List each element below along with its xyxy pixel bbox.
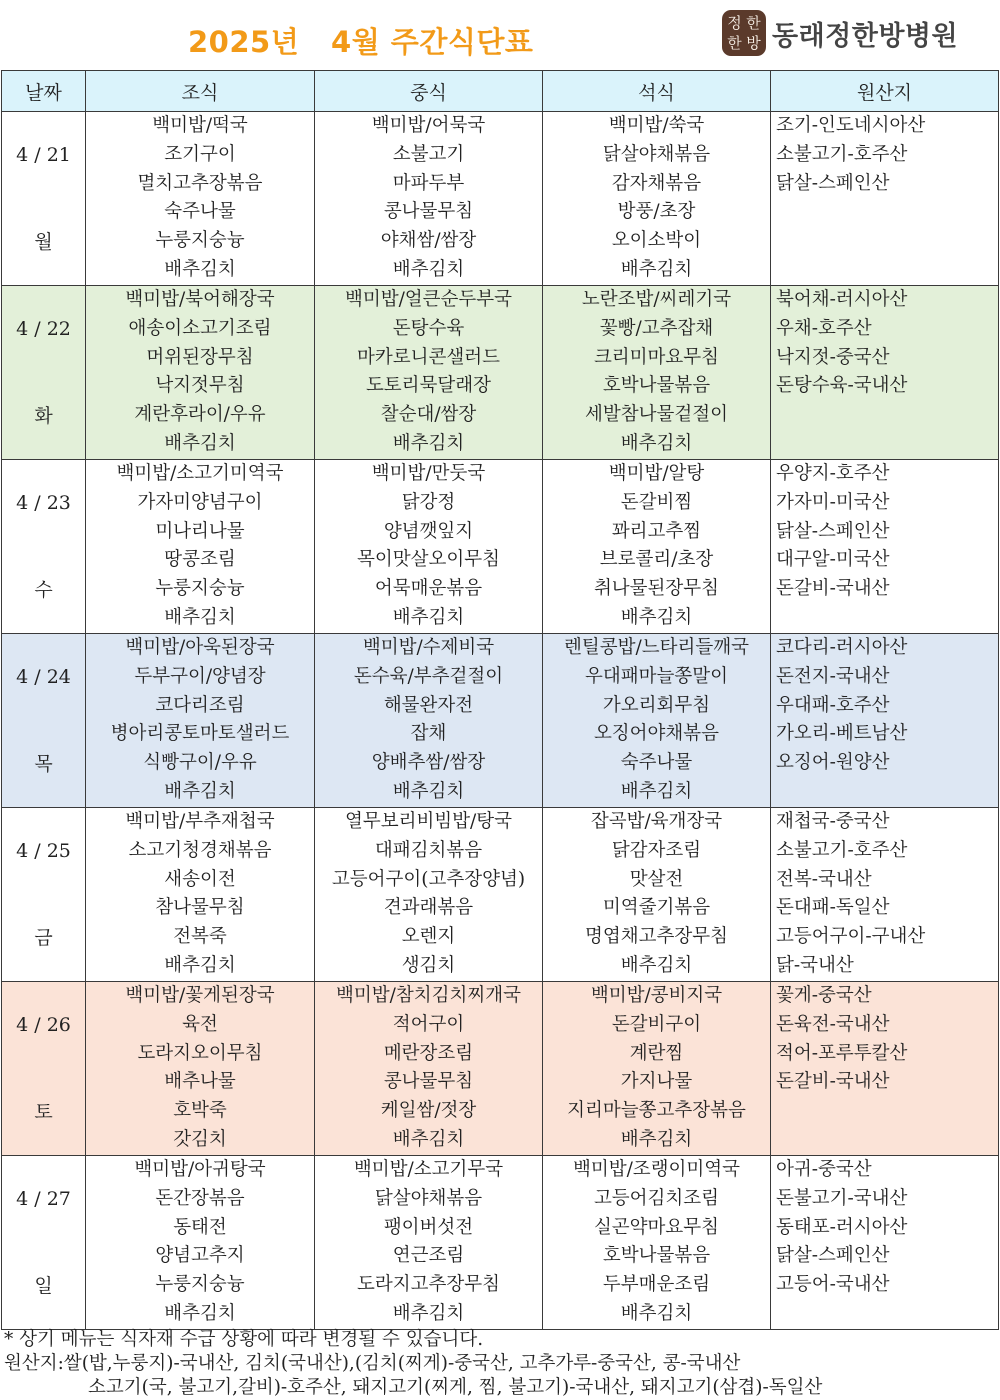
menu-item: 백미밥/아욱된장국 [125,637,275,658]
page-title: 2025년 4월 주간식단표 [188,25,534,59]
menu-item: 백미밥/북어해장국 [125,289,275,310]
table-row [2,808,999,982]
menu-item: 동태전 [173,1216,227,1238]
date-label: 4 / 27 [16,1187,71,1210]
origin-cell [771,982,999,1156]
origin-item: 소불고기-호주산 [776,839,908,861]
menu-item: 호박죽 [173,1100,227,1122]
menu-item: 식빵구이/우유 [143,752,257,774]
spacer [2,460,85,489]
footer-notes [4,1328,996,1400]
menu-item: 어묵매운볶음 [374,578,483,600]
date-label: 4 / 22 [16,317,71,340]
menu-item: 조기구이 [164,143,236,165]
menu-item: 소불고기 [392,143,465,165]
weekday-label: 토 [34,1100,53,1123]
seal-char: 한 [727,33,742,52]
page-header [0,0,1000,68]
spacer [2,518,85,576]
notice-text: * 상기 메뉴는 식자재 수급 상황에 따라 변경될 수 있습니다. [4,1329,484,1350]
menu-item: 전복죽 [173,926,227,948]
table-header-row [2,71,999,112]
breakfast-cell [86,460,315,634]
menu-item: 육전 [182,1013,218,1035]
menu-item: 배추김치 [620,1302,693,1324]
menu-item: 배추김치 [164,954,236,976]
origin-item: 적어-포루투칼산 [776,1042,908,1064]
origin-item: 고등어구이-구내산 [776,926,926,948]
lunch-cell [315,982,543,1156]
origin-item: 우대패-호주산 [776,694,890,716]
origin-item: 오징어-원양산 [776,752,890,774]
menu-item: 적어구이 [392,1013,465,1035]
origin-item: 코다리-러시아산 [776,637,908,658]
origin-item: 우양지-호주산 [776,463,890,484]
date-cell [2,112,86,286]
column-header-origin: 원산지 [771,71,999,112]
menu-item: 계란찜 [629,1042,684,1064]
origin-item: 고등어-국내산 [776,1274,890,1296]
menu-item: 양배추쌈/쌈장 [371,752,486,774]
menu-item: 배추김치 [164,258,236,280]
table-body [2,112,999,1330]
menu-item: 호박나물볶음 [602,375,711,397]
menu-item: 맛살전 [629,868,684,890]
menu-item: 백미밥/소고기미역국 [116,463,284,484]
dinner-cell [543,634,771,808]
date-cell [2,982,86,1156]
origin-item: 돈갈비-국내산 [776,578,890,600]
spacer [2,866,85,924]
menu-item: 취나물된장무침 [593,578,720,600]
menu-item: 닭살야채볶음 [602,143,711,165]
menu-item: 생김치 [401,954,456,976]
menu-item: 배추김치 [164,432,236,454]
origin-item: 아귀-중국산 [776,1159,872,1180]
date-label: 4 / 24 [16,665,71,688]
menu-item: 배추김치 [392,780,465,802]
hospital-name: 동래정한방병원 [772,20,959,52]
dinner-cell [543,112,771,286]
menu-item: 땅콩조림 [164,549,236,571]
table-row [2,634,999,808]
table-row [2,1156,999,1330]
dinner-cell [543,808,771,982]
column-header-dinner: 석식 [543,71,771,112]
menu-item: 백미밥/부추재첩국 [125,811,275,832]
dinner-cell [543,460,771,634]
menu-item: 배추김치 [620,1128,693,1150]
menu-item: 잡채 [410,723,447,745]
menu-item: 새송이전 [164,868,236,890]
menu-item: 마파두부 [392,172,465,194]
menu-item: 백미밥/알탕 [608,463,705,484]
table-row [2,982,999,1156]
menu-item: 백미밥/꽃게된장국 [125,985,275,1006]
origin-item: 닭살-스페인산 [776,520,890,542]
origin-item: 낙지젓-중국산 [776,346,890,368]
weekday-label: 금 [34,926,53,949]
menu-item: 미역줄기볶음 [602,897,711,919]
spacer [2,1156,85,1185]
origin-item: 가오리-베트남산 [776,723,908,745]
menu-item: 백미밥/아귀탕국 [134,1159,266,1180]
origin-cell [771,634,999,808]
column-header-date: 날짜 [2,71,86,112]
menu-item: 콩나물무침 [383,1071,474,1093]
menu-item: 브로콜리/초장 [599,549,714,571]
table-row [2,286,999,460]
dinner-cell [543,1156,771,1330]
spacer [2,1040,85,1098]
menu-item: 배추김치 [392,432,465,454]
menu-item: 백미밥/수제비국 [362,637,495,658]
hospital-logo [722,10,958,56]
menu-item: 배추나물 [164,1071,236,1093]
origin-item: 대구알-미국산 [776,549,890,571]
breakfast-cell [86,112,315,286]
menu-item: 방풍/초장 [617,201,696,223]
breakfast-cell [86,634,315,808]
date-cell [2,634,86,808]
origin-item: 전복-국내산 [776,868,872,890]
menu-item: 두부매운조림 [602,1274,711,1296]
menu-item: 갓김치 [173,1128,227,1150]
menu-item: 가자미양념구이 [137,491,263,513]
menu-item: 양념깻잎지 [383,520,474,542]
seal-logo-icon [722,10,766,56]
menu-item: 오징어야채볶음 [593,723,720,745]
menu-item: 도토리묵달래장 [365,375,492,397]
lunch-cell [315,634,543,808]
menu-item: 열무보리비빔밥/탕국 [344,811,513,832]
menu-item: 실곤약마요무침 [593,1216,720,1238]
menu-item: 닭감자조림 [611,839,702,861]
spacer [2,808,85,837]
menu-item: 마카로니콘샐러드 [357,346,500,368]
menu-item: 배추김치 [392,606,465,628]
menu-item: 두부구이/양념장 [134,665,266,687]
menu-item: 노란조밥/씨레기국 [581,289,732,310]
menu-item: 닭강정 [401,491,456,513]
menu-item: 배추김치 [620,780,693,802]
spacer [2,982,85,1011]
menu-item: 배추김치 [620,954,693,976]
lunch-cell [315,808,543,982]
spacer [2,634,85,663]
menu-item: 지리마늘쫑고추장볶음 [567,1100,746,1122]
menu-item: 해물완자전 [383,694,474,716]
menu-item: 찰순대/쌈장 [380,404,477,426]
origin-item: 돈갈비-국내산 [776,1071,890,1093]
menu-item: 계란후라이/우유 [134,404,266,426]
menu-item: 배추김치 [620,258,693,280]
menu-item: 배추김치 [620,432,693,454]
weekday-label: 수 [34,578,53,601]
menu-item: 코다리조림 [155,694,245,716]
menu-item: 낙지젓무침 [155,375,245,397]
menu-item: 배추김치 [392,1128,465,1150]
weekly-menu-table [1,70,999,1330]
menu-item: 돈간장볶음 [155,1187,245,1209]
menu-item: 숙주나물 [164,201,236,223]
menu-item: 애송이소고기조림 [128,317,272,339]
menu-item: 병아리콩토마토샐러드 [110,723,290,745]
date-cell [2,286,86,460]
menu-item: 돈갈비구이 [611,1013,702,1035]
origin-item: 가자미-미국산 [776,491,890,513]
menu-item: 백미밥/만둣국 [371,463,486,484]
origin-item: 돈육전-국내산 [776,1013,890,1035]
menu-item: 꽈리고추찜 [611,520,702,542]
menu-item: 견과래볶음 [383,897,474,919]
menu-item: 숙주나물 [620,752,693,774]
column-header-lunch: 중식 [315,71,543,112]
menu-item: 명엽채고추장무침 [585,926,728,948]
menu-item: 케일쌈/젓장 [380,1100,477,1122]
menu-item: 도라지고추장무침 [357,1274,500,1296]
menu-item: 연근조림 [392,1245,465,1267]
breakfast-cell [86,286,315,460]
seal-char: 정 [727,13,742,32]
date-cell [2,460,86,634]
menu-item: 백미밥/쑥국 [608,115,705,136]
menu-item: 우대패마늘쫑말이 [585,665,728,687]
menu-item: 양념고추지 [155,1245,245,1267]
lunch-cell [315,286,543,460]
origin-item: 꽃게-중국산 [776,985,872,1006]
menu-item: 머위된장무침 [146,346,254,368]
origin-item: 소불고기-호주산 [776,143,908,165]
seal-char: 방 [746,33,761,52]
origin-cell [771,286,999,460]
weekday-label: 화 [34,404,53,427]
dinner-cell [543,982,771,1156]
menu-item: 닭살야채볶음 [374,1187,483,1209]
spacer [2,170,85,228]
origin-item: 돈불고기-국내산 [776,1187,908,1209]
menu-item: 백미밥/조랭이미역국 [572,1159,741,1180]
date-label: 4 / 23 [16,491,71,514]
menu-item: 고등어김치조림 [593,1187,720,1209]
menu-item: 돈갈비찜 [620,491,693,513]
breakfast-cell [86,808,315,982]
lunch-cell [315,112,543,286]
menu-item: 배추김치 [392,1302,465,1324]
menu-item: 돈탕수육 [392,317,465,339]
menu-item: 누룽지숭늉 [155,578,245,600]
origin-item: 닭-국내산 [776,954,854,976]
menu-item: 배추김치 [164,606,236,628]
menu-item: 누룽지숭늉 [155,1274,245,1296]
origin-item: 동태포-러시아산 [776,1216,908,1238]
menu-item: 멸치고추장볶음 [137,172,263,194]
date-label: 4 / 21 [16,143,71,166]
lunch-cell [315,1156,543,1330]
menu-item: 잡곡밥/육개장국 [590,811,723,832]
menu-item: 백미밥/떡국 [152,115,248,136]
menu-item: 메란장조림 [383,1042,474,1064]
menu-item: 가오리회무침 [602,694,711,716]
menu-item: 야채쌈/쌈장 [380,230,477,252]
origin-item: 우채-호주산 [776,317,872,339]
menu-item: 고등어구이(고추장양념) [331,868,526,890]
menu-item: 렌틸콩밥/느타리들깨국 [564,637,749,658]
menu-item: 꽃빵/고추잡채 [599,317,714,339]
menu-item: 팽이버섯전 [383,1216,474,1238]
weekday-label: 월 [34,230,53,253]
menu-item: 미나리나물 [155,520,245,542]
lunch-cell [315,460,543,634]
spacer [2,1214,85,1272]
menu-item: 대패김치볶음 [374,839,483,861]
origin-item: 닭살-스페인산 [776,172,890,194]
origin-cell [771,1156,999,1330]
menu-item: 목이맛살오이무침 [357,549,500,571]
date-label: 4 / 26 [16,1013,71,1036]
spacer [2,112,85,141]
origin-cell [771,460,999,634]
column-header-breakfast: 조식 [86,71,315,112]
menu-item: 호박나물볶음 [602,1245,711,1267]
menu-item: 백미밥/어묵국 [371,115,486,136]
date-cell [2,1156,86,1330]
menu-item: 콩나물무침 [383,201,474,223]
origin-cell [771,112,999,286]
date-cell [2,808,86,982]
menu-item: 도라지오이무침 [137,1042,263,1064]
menu-item: 백미밥/소고기무국 [353,1159,504,1180]
spacer [2,286,85,315]
date-label: 4 / 25 [16,839,71,862]
menu-item: 배추김치 [164,780,236,802]
spacer [2,692,85,750]
breakfast-cell [86,982,315,1156]
weekday-label: 일 [34,1274,53,1297]
menu-item: 백미밥/참치김치찌개국 [336,985,521,1006]
menu-item: 참나물무침 [155,897,245,919]
origin-item: 돈전지-국내산 [776,665,890,687]
menu-item: 누룽지숭늉 [155,230,245,252]
origin-item: 돈대패-독일산 [776,897,890,919]
origin-item: 돈탕수육-국내산 [776,375,908,397]
origin-note-line: 원산지:쌀(밥,누룽지)-국내산, 김치(국내산),(김치(찌게)-중국산, 고추가루-중국산, 콩-국내산 [4,1353,741,1374]
breakfast-cell [86,1156,315,1330]
menu-item: 배추김치 [164,1302,236,1324]
origin-cell [771,808,999,982]
weekday-label: 목 [34,752,53,775]
dinner-cell [543,286,771,460]
menu-item: 세발참나물겉절이 [585,404,728,426]
spacer [2,344,85,402]
menu-item: 백미밥/얼큰순두부국 [344,289,513,310]
menu-item: 소고기청경채볶음 [128,839,272,861]
table-row [2,460,999,634]
menu-item: 감자채볶음 [611,172,702,194]
menu-item: 돈수육/부추겉절이 [353,665,504,687]
menu-item: 가지나물 [620,1071,693,1093]
origin-item: 재첩국-중국산 [776,811,890,832]
origin-item: 북어채-러시아산 [776,289,908,310]
origin-item: 조기-인도네시아산 [776,115,926,136]
menu-item: 오이소박이 [611,230,702,252]
menu-item: 오렌지 [401,926,456,948]
origin-note-line: 소고기(국, 불고기,갈비)-호주산, 돼지고기(찌게, 찜, 불고기)-국내산, 돼지고기(삼겹)-독일산 [88,1377,823,1398]
menu-item: 배추김치 [620,606,693,628]
menu-item: 크리미마요무침 [593,346,720,368]
seal-char: 한 [746,13,761,32]
menu-item: 백미밥/콩비지국 [590,985,723,1006]
table-row [2,112,999,286]
menu-item: 배추김치 [392,258,465,280]
origin-item: 닭살-스페인산 [776,1245,890,1267]
